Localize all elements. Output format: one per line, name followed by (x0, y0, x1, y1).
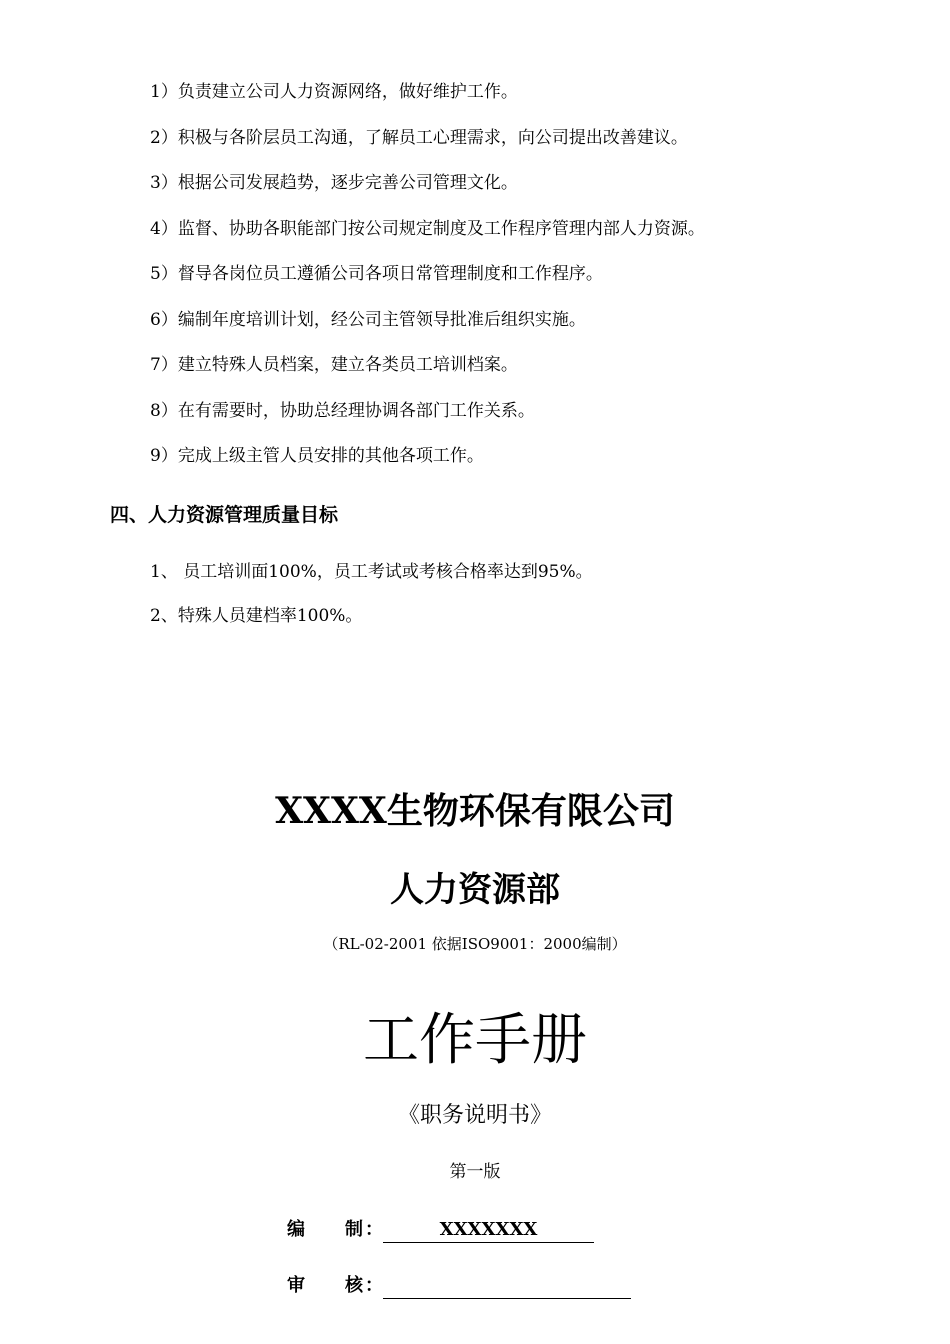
reviewed-by-row (287, 1273, 637, 1299)
duty-item-1: 1）负责建立公司人力资源网络，做好维护工作。 (150, 82, 518, 102)
goal-item-2: 2、特殊人员建档率100%。 (150, 606, 363, 626)
reviewed-label-colon: ： (365, 1275, 383, 1296)
duty-item-9: 9）完成上级主管人员安排的其他各项工作。 (150, 446, 484, 466)
reviewed-label-char-2: 核 (345, 1275, 363, 1296)
manual-title: 工作手册 (363, 1008, 587, 1073)
goal-item-1: 1、 员工培训面100%，员工考试或考核合格率达到95%。 (150, 562, 593, 582)
compiled-by-row (287, 1217, 607, 1243)
compiled-by-field (383, 1217, 594, 1243)
duty-item-7: 7）建立特殊人员档案，建立各类员工培训档案。 (150, 355, 518, 375)
department-name: 人力资源部 (390, 870, 560, 910)
duty-item-2: 2）积极与各阶层员工沟通，了解员工心理需求，向公司提出改善建议。 (150, 128, 688, 148)
reviewed-label-char-1: 审 (287, 1275, 305, 1296)
compiled-label-char-2: 制 (345, 1219, 363, 1240)
reviewed-by-field (383, 1273, 631, 1299)
section-heading-quality-goals: 四、人力资源管理质量目标 (110, 504, 339, 526)
duty-item-3: 3）根据公司发展趋势，逐步完善公司管理文化。 (150, 173, 518, 193)
company-name: XXXX生物环保有限公司 (275, 790, 675, 832)
duty-item-4: 4）监督、协助各职能部门按公司规定制度及工作程序管理内部人力资源。 (150, 219, 705, 239)
compiled-label-char-1: 编 (287, 1219, 305, 1240)
duty-item-8: 8）在有需要时，协助总经理协调各部门工作关系。 (150, 401, 535, 421)
manual-subtitle: 《职务说明书》 (397, 1103, 552, 1128)
compiled-label-colon: ： (365, 1219, 383, 1240)
edition-label: 第一版 (449, 1162, 501, 1182)
duty-item-6: 6）编制年度培训计划，经公司主管领导批准后组织实施。 (150, 310, 586, 330)
document-code: （RL-02-2001 依据ISO9001：2000编制） (323, 935, 627, 953)
compiled-by-value: XXXXXXX (439, 1219, 538, 1240)
duty-item-5: 5）督导各岗位员工遵循公司各项日常管理制度和工作程序。 (150, 264, 603, 284)
